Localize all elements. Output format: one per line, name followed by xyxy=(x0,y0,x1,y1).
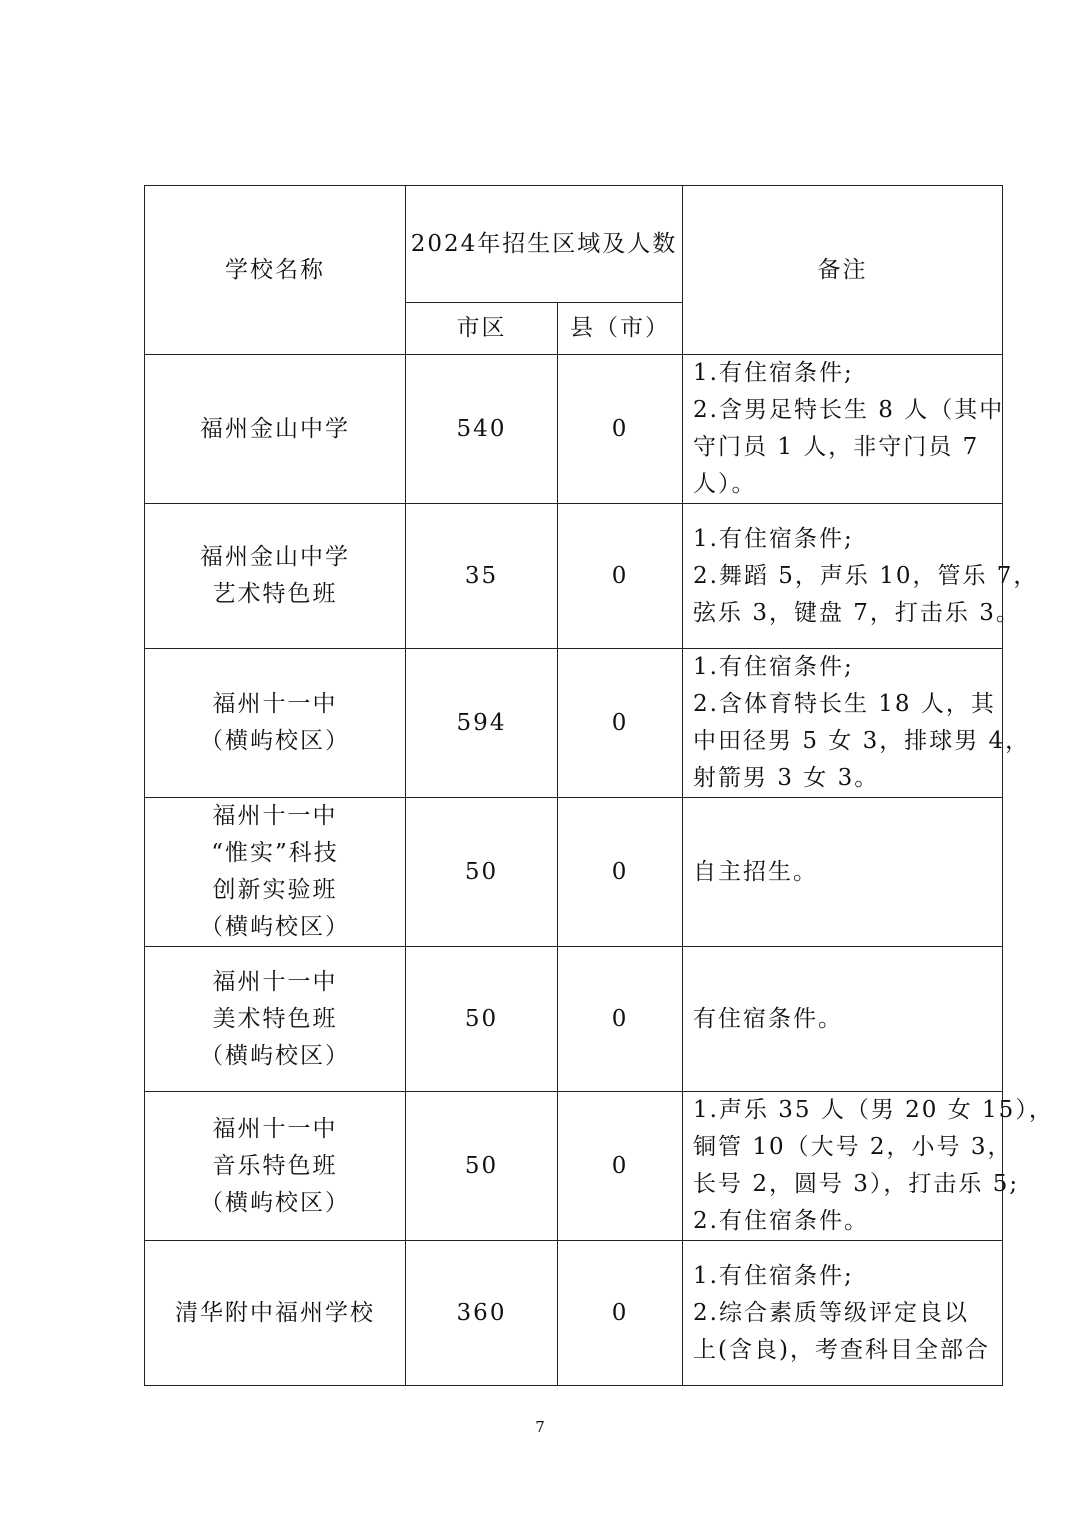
county-quota-cell: 0 xyxy=(558,504,683,649)
table-row xyxy=(145,649,1003,798)
header-county: 县（市） xyxy=(558,303,683,355)
school-name-cell xyxy=(145,1092,406,1241)
notes-cell xyxy=(683,947,1003,1092)
note-line: 守门员 1 人，非守门员 7 xyxy=(693,434,980,460)
school-name-cell xyxy=(145,355,406,504)
school-name-line: 福州十一中 xyxy=(212,968,338,995)
note-line: 2.含男足特长生 8 人（其中 xyxy=(693,397,1005,423)
urban-quota-cell: 540 xyxy=(406,355,558,504)
notes-cell xyxy=(683,1241,1003,1386)
notes-cell xyxy=(683,355,1003,504)
urban-quota-cell: 35 xyxy=(406,504,558,649)
county-quota-cell: 0 xyxy=(558,1241,683,1386)
header-quota-group: 2024年招生区域及人数 xyxy=(406,186,683,303)
school-name-cell xyxy=(145,947,406,1092)
note-line: 2.舞蹈 5，声乐 10，管乐 7， xyxy=(693,562,1039,589)
note-line: 1.有住宿条件; xyxy=(693,360,854,386)
note-line: 铜管 10（大号 2，小号 3， xyxy=(693,1134,1013,1160)
school-name-line: 福州十一中 xyxy=(212,803,338,829)
notes-cell xyxy=(683,1092,1054,1241)
school-name-cell xyxy=(145,504,406,649)
table-row xyxy=(145,1241,1003,1386)
note-line: 上(含良)，考查科目全部合 xyxy=(693,1336,990,1363)
note-line: 有住宿条件。 xyxy=(693,1005,844,1032)
table-row xyxy=(145,1092,1003,1241)
school-name-cell xyxy=(145,649,406,798)
note-line: 1.有住宿条件; xyxy=(693,1262,854,1289)
county-quota-cell: 0 xyxy=(558,649,683,798)
header-school-name: 学校名称 xyxy=(145,186,406,355)
school-name-cell xyxy=(145,1241,406,1386)
urban-quota-cell: 50 xyxy=(406,947,558,1092)
notes-cell xyxy=(683,798,1003,947)
notes-cell xyxy=(683,649,1031,798)
county-quota-cell: 0 xyxy=(558,1092,683,1241)
school-name-line: 福州金山中学 xyxy=(200,415,350,442)
school-name-line: （横屿校区） xyxy=(200,1042,350,1069)
school-name-line: 创新实验班 xyxy=(212,877,338,903)
school-name-line: 清华附中福州学校 xyxy=(175,1299,375,1326)
note-line: 1.声乐 35 人（男 20 女 15）， xyxy=(693,1097,1054,1123)
note-line: 中田径男 5 女 3，排球男 4， xyxy=(693,728,1031,754)
school-name-line: 音乐特色班 xyxy=(212,1152,338,1179)
header-notes: 备注 xyxy=(683,186,1003,355)
urban-quota-cell: 360 xyxy=(406,1241,558,1386)
note-line: 弦乐 3，键盘 7，打击乐 3。 xyxy=(693,599,1021,626)
note-line: 人）。 xyxy=(693,471,757,497)
note-line: 长号 2，圆号 3），打击乐 5; xyxy=(693,1171,1020,1197)
urban-quota-cell: 50 xyxy=(406,1092,558,1241)
note-line: 自主招生。 xyxy=(693,858,819,885)
header-urban: 市区 xyxy=(406,303,558,355)
school-name-line: 福州十一中 xyxy=(212,1115,338,1142)
school-name-line: “惟实”科技 xyxy=(211,840,339,866)
table-row xyxy=(145,355,1003,504)
school-name-line: 福州金山中学 xyxy=(200,544,350,570)
page-number: 7 xyxy=(535,1418,545,1436)
note-line: 2.有住宿条件。 xyxy=(693,1208,869,1234)
school-name-line: 美术特色班 xyxy=(212,1005,338,1032)
school-name-line: （横屿校区） xyxy=(200,728,350,754)
school-name-line: 艺术特色班 xyxy=(212,581,338,607)
note-line: 1.有住宿条件; xyxy=(693,654,854,680)
school-name-line: （横屿校区） xyxy=(200,1189,350,1216)
table-header-row xyxy=(145,186,1003,303)
note-line: 2.综合素质等级评定良以 xyxy=(693,1299,969,1326)
county-quota-cell: 0 xyxy=(558,355,683,504)
note-line: 1.有住宿条件; xyxy=(693,525,854,552)
urban-quota-cell: 594 xyxy=(406,649,558,798)
table-row xyxy=(145,504,1003,649)
note-line: 射箭男 3 女 3。 xyxy=(693,765,880,791)
urban-quota-cell: 50 xyxy=(406,798,558,947)
notes-cell xyxy=(683,504,1039,649)
school-name-line: （横屿校区） xyxy=(200,914,350,940)
table-row xyxy=(145,798,1003,947)
county-quota-cell: 0 xyxy=(558,947,683,1092)
county-quota-cell: 0 xyxy=(558,798,683,947)
school-name-line: 福州十一中 xyxy=(212,691,338,717)
table-row xyxy=(145,947,1003,1092)
school-name-cell xyxy=(145,798,406,947)
enrollment-table xyxy=(144,185,1054,1386)
note-line: 2.含体育特长生 18 人，其 xyxy=(693,691,996,717)
